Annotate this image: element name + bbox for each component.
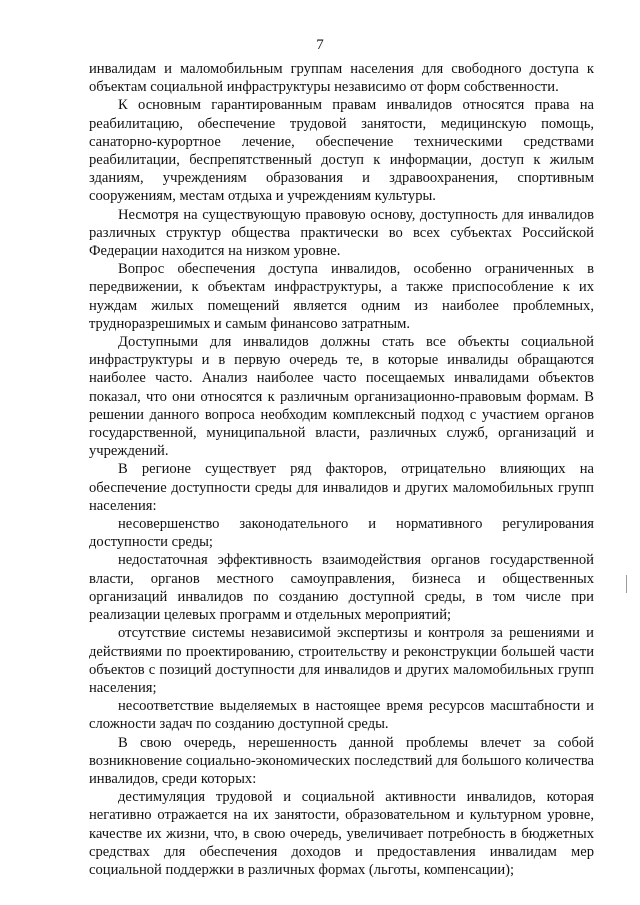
paragraph: К основным гарантированным правам инвалидов относятся права на реабилитацию, обеспечение трудовой занятости, медицинскую помощь, санаторно-курортное лечение, обеспечение техническими средствами реабилитации, беспрепятственный доступ к информации, доступ к жилым зданиям, учреждениям образования и здравоохранения, спортивным сооружениям, местам отдыха и учреждениям культуры.: [89, 97, 594, 205]
list-item: отсутствие системы независимой экспертизы и контроля за решениями и действиями по проектированию, строительству и реконструкции большей части объектов с позиций доступности для инвалидов и других маломобильных групп населения;: [89, 625, 594, 696]
paragraph: Вопрос обеспечения доступа инвалидов, особенно ограниченных в передвижении, к объектам инфраструктуры, а также приспособление к их нуждам жилых помещений является одним из наиболее проблемных, трудноразрешимых и самым финансово затратным.: [89, 261, 594, 332]
page-number: 7: [316, 37, 324, 53]
list-item: недостаточная эффективность взаимодействия органов государственной власти, органов местного самоуправления, бизнеса и общественных организаций инвалидов по созданию доступной среды, в том числе при реализации целевых программ и отдельных мероприятий;: [89, 552, 594, 624]
paragraph: В регионе существует ряд факторов, отрицательно влияющих на обеспечение доступности среды для инвалидов и других маломобильных групп населения:: [89, 461, 594, 514]
document-body: [89, 60, 594, 879]
paragraph: Несмотря на существующую правовую основу, доступность для инвалидов различных структур общества практически во всех субъектах Российской Федерации находится на низком уровне.: [89, 206, 594, 260]
paragraph: В свою очередь, нерешенность данной проблемы влечет за собой возникновение социально-экономических последствий для большого количества инвалидов, среди которых:: [89, 734, 594, 787]
list-item: несоответствие выделяемых в настоящее время ресурсов масштабности и сложности задач по созданию доступной среды.: [89, 698, 594, 733]
paragraph: инвалидам и маломобильным группам населения для свободного доступа к объектам социальной инфраструктуры независимо от форм собственности.: [89, 61, 594, 96]
scan-mark: [626, 575, 627, 593]
paragraph: Доступными для инвалидов должны стать все объекты социальной инфраструктуры и в первую очередь те, в которые инвалиды обращаются наиболее часто. Анализ наиболее часто посещаемых инвалидами объектов показал, что они относятся к различным организационно-правовым формам. В решении данного вопроса необходим комплексный подход с участием органов государственной, муниципальной власти, различных служб, организаций и учреждений.: [89, 334, 594, 460]
list-item: несовершенство законодательного и нормативного регулирования доступности среды;: [89, 516, 594, 551]
list-item: дестимуляция трудовой и социальной активности инвалидов, которая негативно отражается на их занятости, образовательном и культурном уровне, качестве их жизни, что, в свою очередь, увеличивает потребность в бюджетных средствах для обеспечения доходов и предоставления инвалидам мер социальной поддержки в различных формах (льготы, компенсации);: [89, 789, 594, 878]
